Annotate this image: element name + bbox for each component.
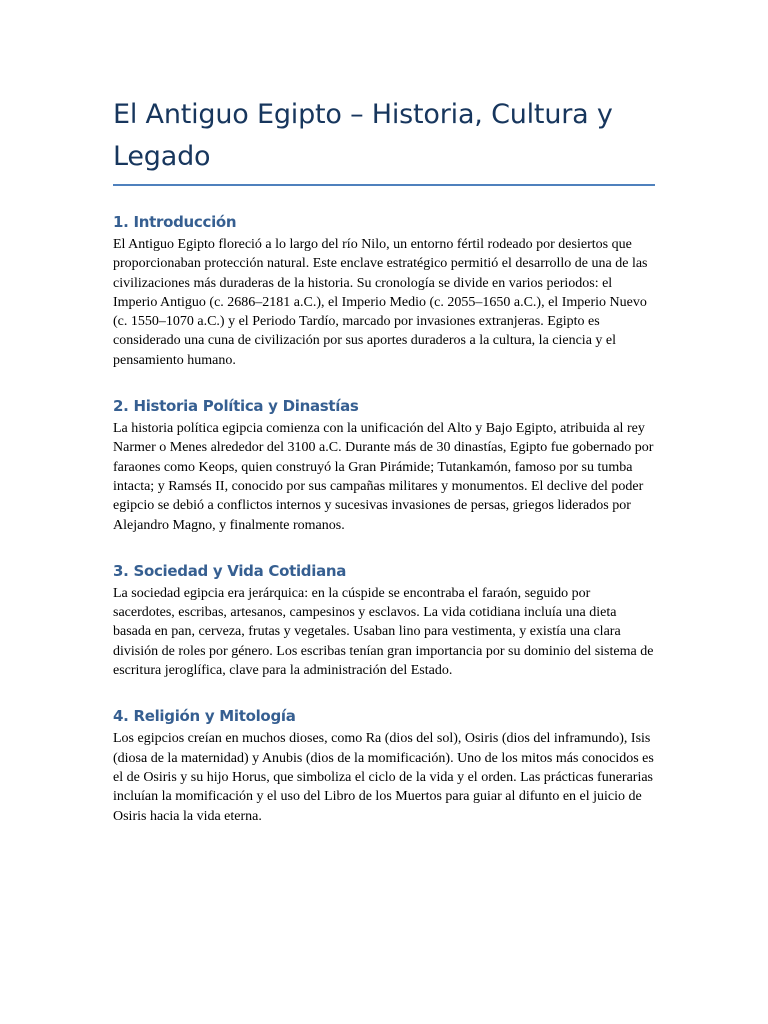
section-historia-politica — [113, 396, 655, 535]
section-sociedad — [113, 561, 655, 680]
document-title: El Antiguo Egipto – Historia, Cultura y Legado — [113, 99, 613, 172]
section-paragraph: El Antiguo Egipto floreció a lo largo del río Nilo, un entorno fértil rodeado por desiertos que proporcionaban protección natural. Este enclave estratégico permitió el desarrollo de una de las civilizaciones más duraderas de la historia. Su cronología se divide en varios periodos: el Imperio Antiguo (c. 2686–2181 a.C.), el Imperio Medio (c. 2055–1650 a.C.), el Imperio Nuevo (c. 1550–1070 a.C.) y el Periodo Tardío, marcado por invasiones extranjeras. Egipto es considerado una cuna de civilización por sus aportes duraderos a la cultura, la ciencia y el pensamiento humano. — [113, 237, 648, 368]
section-heading: 4. Religión y Mitología — [113, 707, 296, 726]
section-religion — [113, 706, 655, 825]
section-heading: 1. Introducción — [113, 213, 237, 231]
section-paragraph: La sociedad egipcia era jerárquica: en la cúspide se encontraba el faraón, seguido por sacerdotes, escribas, artesanos, campesinos y esclavos. La vida cotidiana incluía una dieta basada en pan, cerveza, frutas y vegetales. Usaban lino para vestimenta, y existía una clara división de roles por género. Los escribas tenían gran importancia por su dominio del sistema de escritura jeroglífica, clave para la administración del Estado. — [113, 585, 654, 679]
section-heading: 2. Historia Política y Dinastías — [113, 397, 359, 416]
section-paragraph: La historia política egipcia comienza con la unificación del Alto y Bajo Egipto, atribuida al rey Narmer o Menes alrededor del 3100 a.C. Durante más de 30 dinastías, Egipto fue gobernado por faraones como Keops, quien construyó la Gran Pirámide; Tutankamón, famoso por su tumba intacta; y Ramsés II, conocido por sus campañas militares y monumentos. El declive del poder egipcio se debió a conflictos internos y sucesivas invasiones de persas, griegos liderados por Alejandro Magno, y finalmente romanos. — [113, 421, 654, 533]
section-introduccion — [113, 212, 655, 370]
section-paragraph: Los egipcios creían en muchos dioses, como Ra (dios del sol), Osiris (dios del inframundo), Isis (diosa de la maternidad) y Anubis (dios de la momificación). Uno de los mitos más conocidos es el de Osiris y su hijo Horus, que simboliza el ciclo de la vida y el orden. Las prácticas funerarias incluían la momificación y el uso del Libro de los Muertos para guiar al difunto en el juicio de Osiris hacia la vida eterna. — [113, 731, 654, 824]
section-heading: 3. Sociedad y Vida Cotidiana — [113, 561, 347, 580]
title-divider — [113, 184, 655, 186]
